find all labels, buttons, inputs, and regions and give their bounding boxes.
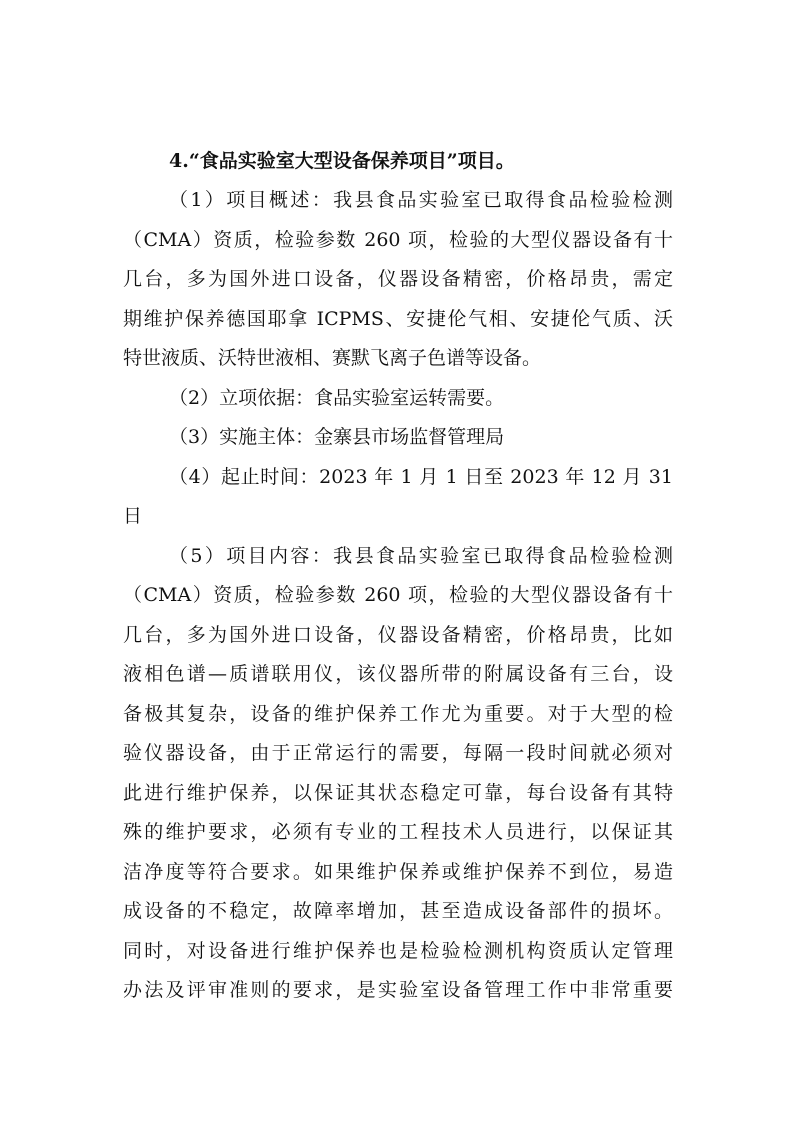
paragraph-line: 验仪器设备，由于正常运行的需要，每隔一段时间就必须对 [123, 742, 673, 764]
paragraph-line: 同时，对设备进行维护保养也是检验检测机构资质认定管理 [123, 940, 673, 962]
paragraph-line: （CMA）资质，检验参数 260 项，检验的大型仪器设备有十 [123, 584, 673, 606]
paragraph-line: 日 [123, 505, 143, 527]
paragraph-line: 办法及评审准则的要求，是实验室设备管理工作中非常重要 [123, 979, 673, 1001]
paragraph-line: 此进行维护保养，以保证其状态稳定可靠，每台设备有其特 [123, 782, 673, 804]
paragraph-line: （CMA）资质，检验参数 260 项，检验的大型仪器设备有十 [123, 229, 673, 251]
paragraph-line: 特世液质、沃特世液相、赛默飞离子色谱等设备。 [123, 347, 542, 369]
paragraph-line: 几台，多为国外进口设备，仪器设备精密，价格昂贵，比如 [123, 624, 673, 646]
paragraph-line: （4）起止时间：2023 年 1 月 1 日至 2023 年 12 月 31 [169, 466, 673, 488]
paragraph-line: （3）实施主体：金寨县市场监督管理局 [169, 426, 505, 448]
section-heading: 4.“食品实验室大型设备保养项目”项目。 [169, 150, 515, 172]
paragraph-line: （2）立项依据：食品实验室运转需要。 [169, 387, 505, 409]
paragraph-line: 洁净度等符合要求。如果维护保养或维护保养不到位，易造 [123, 861, 673, 883]
paragraph-line: 几台，多为国外进口设备，仪器设备精密，价格昂贵，需定 [123, 268, 673, 290]
paragraph-line: 殊的维护要求，必须有专业的工程技术人员进行，以保证其 [123, 821, 673, 843]
paragraph-line: 备极其复杂，设备的维护保养工作尤为重要。对于大型的检 [123, 703, 673, 725]
paragraph-line: （1）项目概述：我县食品实验室已取得食品检验检测 [169, 189, 673, 211]
paragraph-line: 期维护保养德国耶拿 ICPMS、安捷伦气相、安捷伦气质、沃 [123, 308, 673, 330]
paragraph-line: 液相色谱—质谱联用仪，该仪器所带的附属设备有三台，设 [123, 663, 673, 685]
paragraph-line: （5）项目内容：我县食品实验室已取得食品检验检测 [169, 545, 673, 567]
paragraph-line: 成设备的不稳定，故障率增加，甚至造成设备部件的损坏。 [123, 900, 673, 922]
